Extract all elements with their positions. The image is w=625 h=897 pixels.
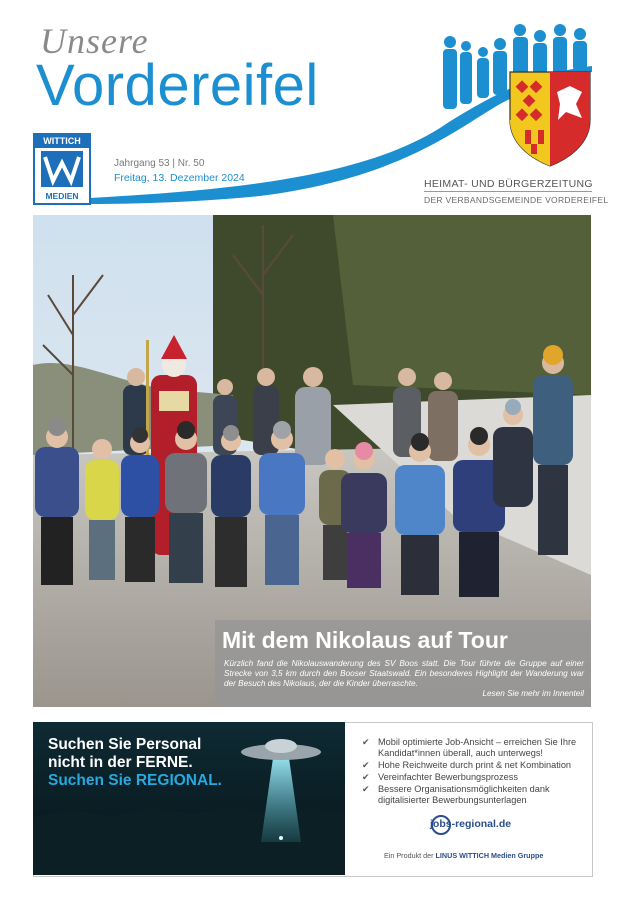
ad-feature-item: ✔ Mobil optimierte Job-Ansicht – erreichen Sie Ihre Kandidat*innen überall, auch unterwegs! (362, 737, 577, 758)
tagline-divider (424, 191, 592, 192)
ad-headline-2: nicht in der FERNE. (48, 754, 193, 771)
ad-feature-item: ✔ Vereinfachter Bewerbungsprozess (362, 772, 518, 782)
logo-w-icon (41, 151, 83, 187)
ad-feature-list (362, 737, 582, 807)
title-script: Unsere (40, 21, 149, 61)
checkmark-icon: ✔ (362, 760, 370, 770)
issue-number: Jahrgang 53 | Nr. 50 (114, 158, 205, 169)
read-more-link[interactable]: Lesen Sie mehr im Innenteil (482, 689, 584, 698)
tagline: HEIMAT- UND BÜRGERZEITUNG (424, 178, 593, 190)
wittich-medien-logo (33, 133, 91, 205)
ad-headline-1: Suchen Sie Personal (48, 736, 202, 753)
checkmark-icon: ✔ (362, 737, 370, 747)
cover-teaser: Kürzlich fand die Nikolauswanderung des SV Boos statt. Die Tour führte die Gruppe auf einer Strecke von 3,5 km durch den Booser Staatswald. Ein besonderes Highlight der Wanderung war der Besuch des Nikolaus, der die Kinder überraschte. (224, 659, 584, 688)
checkmark-icon: ✔ (362, 784, 370, 794)
cover-headline: Mit dem Nikolaus auf Tour (222, 627, 508, 653)
masthead-title: Vordereifel (36, 53, 319, 118)
masthead (0, 0, 625, 215)
logo-top-text: WITTICH (35, 135, 89, 148)
issue-date: Freitag, 13. Dezember 2024 (114, 172, 245, 184)
subtagline: DER VERBANDSGEMEINDE VORDEREIFEL (424, 195, 609, 205)
checkmark-icon: ✔ (362, 772, 370, 782)
ad-headline-3: Suchen Sie REGIONAL. (48, 772, 222, 789)
coat-of-arms-icon (510, 72, 590, 166)
ad-feature-item: ✔ Bessere Organisationsmöglichkeiten dank digitalisierter Bewerbungsunterlagen (362, 784, 550, 805)
ad-feature-item: ✔ Hohe Reichweite durch print & net Kombination (362, 760, 572, 770)
jobs-regional-brand[interactable]: jobs-regional.de (430, 818, 512, 830)
brand-subline: Ein Produkt der LINUS WITTICH Medien Gruppe (384, 851, 544, 860)
logo-bottom-text: MEDIEN (45, 191, 79, 201)
